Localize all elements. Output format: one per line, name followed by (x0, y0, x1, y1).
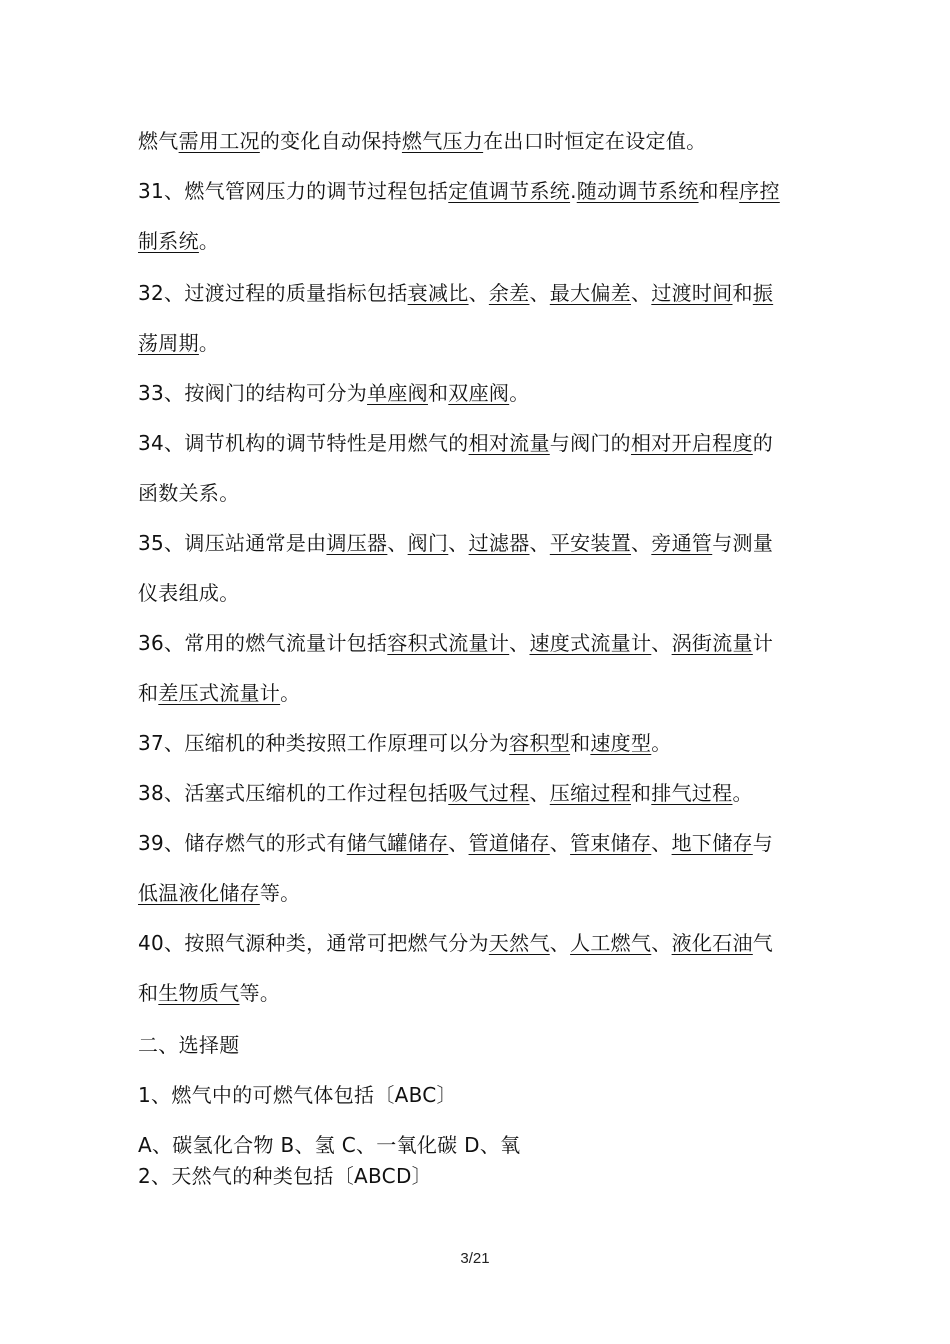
underlined-answer: 过滤器 (468, 531, 530, 555)
text-line (138, 330, 219, 356)
underlined-answer: 差压式流量计 (158, 681, 281, 705)
underlined-answer: 管束储存 (570, 831, 652, 855)
underlined-answer: 地下储存 (671, 831, 753, 855)
underlined-answer: 低温液化储存 (138, 881, 260, 905)
underlined-answer: 相对开启程度 (630, 431, 753, 455)
underlined-answer: 压缩过程 (549, 781, 631, 805)
underlined-answer: 天然气 (488, 931, 550, 955)
underlined-answer: 需用工况 (178, 129, 260, 153)
underlined-answer: 衰减比 (407, 281, 469, 305)
text-segment: 在出口时恒定在设定值。 (483, 129, 707, 153)
text-segment: 等。 (259, 881, 301, 905)
underlined-answer: 生物质气 (158, 981, 240, 1005)
text-segment: 、 (509, 631, 530, 655)
text-segment: 34、调节机构的调节特性是用燃气的 (138, 431, 469, 455)
text-line (138, 1132, 520, 1158)
text-segment: 36、常用的燃气流量计包括 (138, 631, 388, 655)
underlined-answer: 双座阀 (448, 381, 510, 405)
page-number: 3/21 (460, 1250, 490, 1267)
underlined-answer: 制系统 (138, 229, 199, 253)
underlined-answer: 过渡时间 (651, 281, 733, 305)
text-line (138, 280, 773, 306)
underlined-answer: 序控 (739, 179, 780, 203)
underlined-answer: 余差 (488, 281, 530, 305)
underlined-answer: 最大偏差 (549, 281, 631, 305)
text-segment: 气 (752, 931, 774, 955)
text-line (138, 430, 773, 456)
underlined-answer: 液化石油 (671, 931, 753, 955)
text-line (138, 630, 773, 656)
text-line (138, 1082, 457, 1108)
text-line (138, 730, 672, 756)
underlined-answer: 储气罐储存 (346, 831, 449, 855)
text-segment: 与阀门的 (549, 431, 631, 455)
text-segment: 和程 (698, 179, 740, 203)
text-line (138, 930, 773, 956)
underlined-answer: 速度式流量计 (529, 631, 652, 655)
text-segment: 和 (570, 731, 591, 755)
underlined-answer: 定值调节系统 (448, 179, 571, 203)
text-segment: 的 (752, 431, 774, 455)
underlined-answer: 速度型 (590, 731, 652, 755)
underlined-answer: 调压器 (326, 531, 388, 555)
text-line (138, 128, 706, 154)
underlined-answer: 阀门 (407, 531, 449, 555)
text-segment: 二、选择题 (138, 1033, 240, 1057)
text-segment: 、 (529, 281, 550, 305)
text-segment: 。 (509, 381, 530, 405)
text-segment: 1、燃气中的可燃气体包括〔ABC〕 (138, 1083, 457, 1107)
underlined-answer: 荡周期 (138, 331, 199, 355)
text-segment: A、碳氢化合物 B、氢 C、一氧化碳 D、氧 (138, 1133, 521, 1157)
text-segment: 等。 (239, 981, 281, 1005)
underlined-answer: 燃气压力 (401, 129, 484, 153)
text-line (138, 580, 240, 606)
text-segment: 、 (651, 631, 672, 655)
text-line (138, 980, 280, 1006)
text-segment: 38、活塞式压缩机的工作过程包括 (138, 781, 449, 805)
text-segment: 40、按照气源种类，通常可把燃气分为 (138, 931, 489, 955)
text-segment: 39、储存燃气的形式有 (138, 831, 347, 855)
text-segment: 33、按阀门的结构可分为 (138, 381, 368, 405)
underlined-answer: 旁通管 (651, 531, 713, 555)
text-segment: 和 (138, 981, 159, 1005)
text-segment: 。 (198, 331, 220, 355)
underlined-answer: 相对流量 (468, 431, 550, 455)
text-segment: 函数关系。 (138, 481, 240, 505)
text-segment: 、 (549, 831, 571, 855)
text-segment: 35、调压站通常是由 (138, 531, 327, 555)
text-segment: 和 (630, 781, 652, 805)
text-segment: 和 (427, 381, 449, 405)
text-segment: 。 (732, 781, 753, 805)
text-segment: 燃气 (138, 129, 179, 153)
underlined-answer: 排气过程 (651, 781, 733, 805)
text-segment: 、 (468, 281, 489, 305)
text-segment: 和 (138, 681, 159, 705)
text-line (138, 480, 240, 506)
underlined-answer: 振 (752, 281, 774, 305)
text-segment: 2、天然气的种类包括〔ABCD〕 (138, 1164, 432, 1188)
text-line (138, 1163, 432, 1189)
text-segment: 。 (198, 229, 220, 253)
underlined-answer: 平安装置 (549, 531, 632, 555)
text-segment: 、 (631, 281, 652, 305)
underlined-answer: 人工燃气 (570, 931, 652, 955)
text-segment: 、 (549, 931, 571, 955)
text-line (138, 680, 300, 706)
text-segment: 。 (651, 731, 672, 755)
text-line (138, 880, 300, 906)
text-segment: 和 (732, 281, 753, 305)
underlined-answer: 容积式流量计 (387, 631, 510, 655)
text-line (138, 380, 530, 406)
text-segment: 、 (448, 831, 469, 855)
text-segment: 计 (752, 631, 774, 655)
text-segment: 32、过渡过程的质量指标包括 (138, 281, 408, 305)
underlined-answer: 吸气过程 (448, 781, 530, 805)
text-segment: 、 (448, 531, 469, 555)
text-segment: 。 (280, 681, 301, 705)
text-segment: 、 (651, 831, 672, 855)
text-line (138, 530, 773, 556)
underlined-answer: 随动调节系统 (576, 179, 699, 203)
text-line (138, 1032, 240, 1058)
underlined-answer: 涡街流量 (671, 631, 753, 655)
text-segment: 、 (529, 531, 550, 555)
text-segment: 与 (752, 831, 774, 855)
text-line (138, 780, 753, 806)
text-segment: 仪表组成。 (138, 581, 240, 605)
underlined-answer: 管道储存 (468, 831, 550, 855)
text-segment: . (570, 179, 577, 203)
text-segment: 31、燃气管网压力的调节过程包括 (138, 179, 449, 203)
text-segment: 的变化自动保持 (259, 129, 402, 153)
text-segment: 与测量 (712, 531, 774, 555)
text-segment: 、 (631, 531, 652, 555)
text-line (138, 830, 773, 856)
text-segment: 、 (529, 781, 550, 805)
text-segment: 、 (387, 531, 408, 555)
underlined-answer: 单座阀 (367, 381, 428, 405)
underlined-answer: 容积型 (509, 731, 571, 755)
text-line (138, 228, 219, 254)
text-segment: 37、压缩机的种类按照工作原理可以分为 (138, 731, 510, 755)
text-line (138, 178, 780, 204)
text-segment: 、 (651, 931, 672, 955)
